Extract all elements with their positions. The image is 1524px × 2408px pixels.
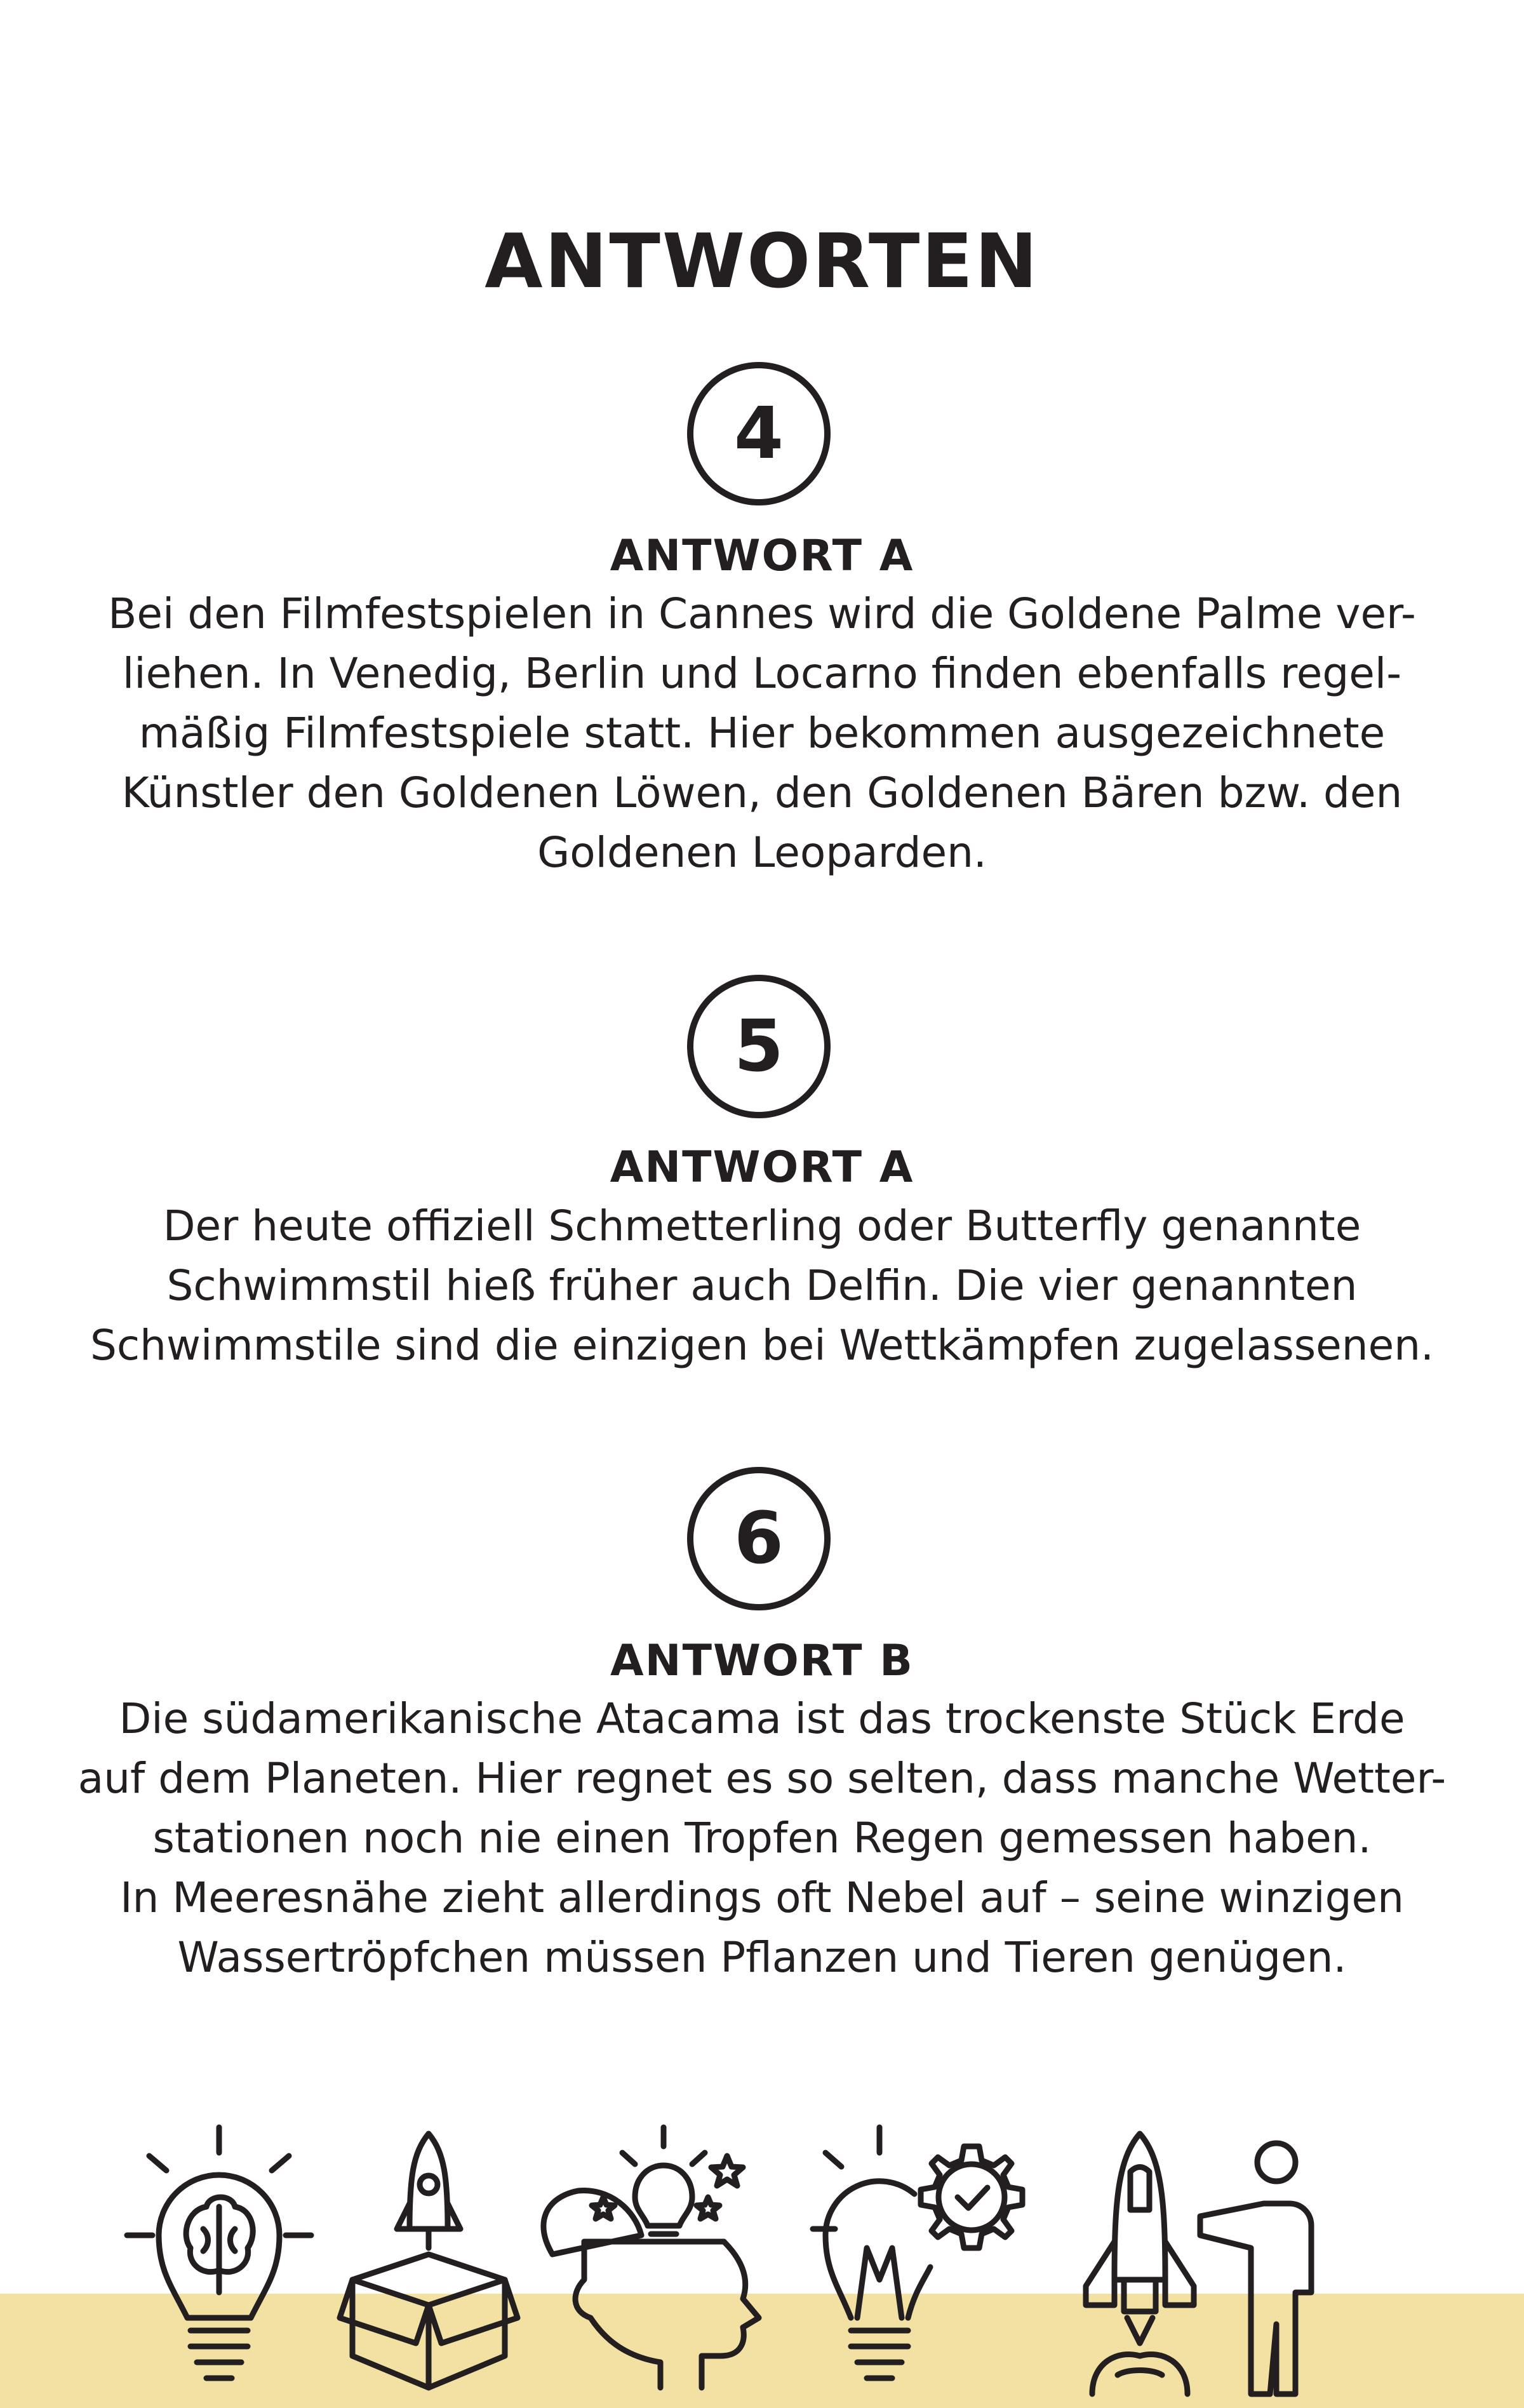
rocket-box-icon [340, 2134, 518, 2394]
space-shuttle-presenter-icon [1080, 2134, 1321, 2394]
answer-number-badge: 5 [687, 975, 831, 1118]
answer-text-line: stationen noch nie einen Tropfen Regen gemessen haben. [152, 1814, 1372, 1863]
answer-number-badge: 6 [687, 1467, 831, 1610]
answer-heading: ANTWORT B [610, 1636, 914, 1686]
answer-text-line: mäßig Filmfestspiele statt. Hier bekommen ausgezeichnete [138, 709, 1386, 758]
answer-text-line: Bei den Filmfestspielen in Cannes wird die Goldene Palme ver- [108, 589, 1416, 638]
answer-text-line: Wassertröpfchen müssen Pflanzen und Tieren genügen. [177, 1933, 1347, 1982]
answer-number-badge: 4 [687, 362, 831, 505]
answer-heading: ANTWORT A [610, 1142, 914, 1193]
answer-text-line: In Meeresnähe zieht allerdings oft Nebel auf – seine winzigen [120, 1873, 1404, 1922]
answer-text-line: liehen. In Venedig, Berlin und Locarno finden ebenfalls regel- [122, 649, 1402, 698]
open-head-ideas-icon [533, 2127, 768, 2394]
answer-text-line: auf dem Planeten. Hier regnet es so selten, dass manche Wetter- [77, 1754, 1447, 1803]
footer-icon-row [0, 2115, 1524, 2408]
answer-text [76, 1196, 1448, 1375]
answer-text [76, 584, 1448, 883]
page-title: ANTWORTEN [485, 217, 1039, 305]
answer-text-line: Künstler den Goldenen Löwen, den Goldenen Bären bzw. den [121, 768, 1403, 817]
answer-heading: ANTWORT A [610, 531, 914, 581]
answer-text-line: Goldenen Leoparden. [537, 828, 987, 877]
answer-text-line: Schwimmstil hieß früher auch Delfin. Die vier genannten [166, 1261, 1358, 1310]
answer-text-line: Der heute offiziell Schmetterling oder Butterfly genannte [163, 1201, 1361, 1250]
answer-text [76, 1689, 1448, 1988]
brain-lightbulb-icon [127, 2127, 311, 2394]
answer-text-line: Schwimmstile sind die einzigen bei Wettkämpfen zugelassenen. [90, 1321, 1434, 1370]
lightbulb-gear-icon [813, 2127, 1029, 2394]
answer-text-line: Die südamerikanische Atacama ist das trockenste Stück Erde [119, 1694, 1405, 1743]
